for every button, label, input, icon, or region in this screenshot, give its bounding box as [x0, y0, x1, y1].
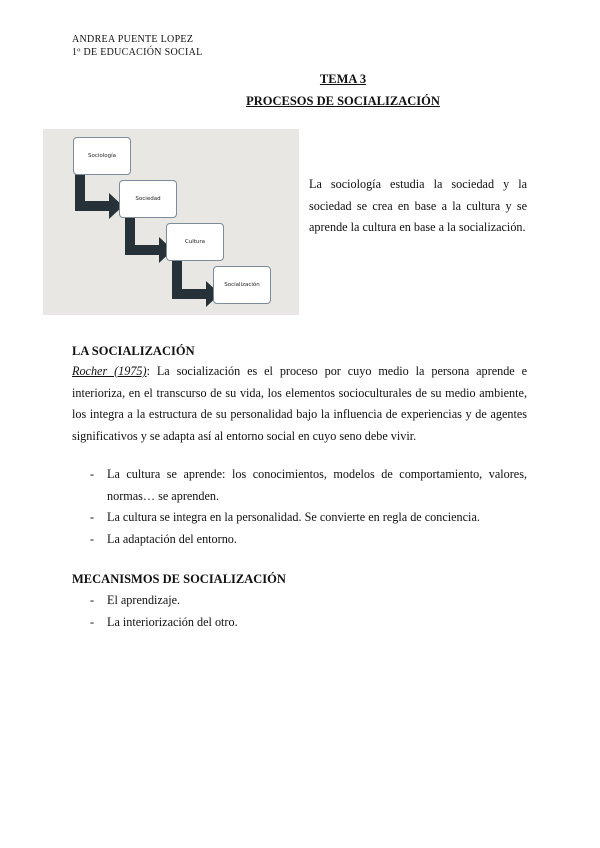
- list-item: - La adaptación del entorno.: [72, 529, 527, 551]
- list-item: - El aprendizaje.: [72, 590, 527, 612]
- mecanismos-list: [72, 590, 527, 633]
- process-diagram: [43, 129, 299, 315]
- list-marker: -: [90, 467, 95, 481]
- section-heading-mecanismos: MECANISMOS DE SOCIALIZACIÓN: [72, 572, 286, 586]
- list-item: - La cultura se aprende: los conocimientos, modelos de comportamiento, valores, normas… se aprenden.: [72, 464, 527, 507]
- list-item: - La cultura se integra en la personalidad. Se convierte en regla de conciencia.: [72, 507, 527, 529]
- list-item: - La interiorización del otro.: [72, 612, 527, 634]
- citation: Rocher (1975): [72, 364, 147, 378]
- course-name: 1º DE EDUCACIÓN SOCIAL: [72, 47, 203, 58]
- diagram-step-sociedad: Sociedad: [119, 180, 177, 218]
- list-marker: -: [90, 510, 95, 524]
- diagram-step-sociologia: Sociología: [73, 137, 131, 175]
- socializacion-list: [72, 464, 527, 550]
- section-heading-socializacion: LA SOCIALIZACIÓN: [72, 344, 195, 358]
- intro-paragraph: La sociología estudia la sociedad y la sociedad se crea en base a la cultura y se aprende la cultura en base a la socialización.: [309, 177, 527, 234]
- topic-title: TEMA 3: [319, 72, 367, 86]
- page-title: PROCESOS DE SOCIALIZACIÓN: [246, 94, 440, 108]
- list-marker: -: [90, 531, 95, 546]
- author-block: [72, 33, 203, 59]
- list-marker: -: [90, 593, 95, 607]
- list-marker: -: [90, 614, 95, 629]
- arrow-icon: [73, 173, 125, 219]
- definition-paragraph: [72, 361, 527, 447]
- definition-text: : La socialización es el proceso por cuyo medio la persona aprende e interioriza, en el transcurso de su vida, los elementos socioculturales de su medio ambiente, los integra a la estructura de su personalidad bajo la influencia de experiencias y de agentes significativos y se adapta así al entorno social en cuyo seno debe vivir.: [72, 364, 528, 443]
- author-name: ANDREA PUENTE LOPEZ: [72, 34, 194, 45]
- diagram-step-socializacion: Socialización: [213, 266, 271, 304]
- diagram-step-cultura: Cultura: [166, 223, 224, 261]
